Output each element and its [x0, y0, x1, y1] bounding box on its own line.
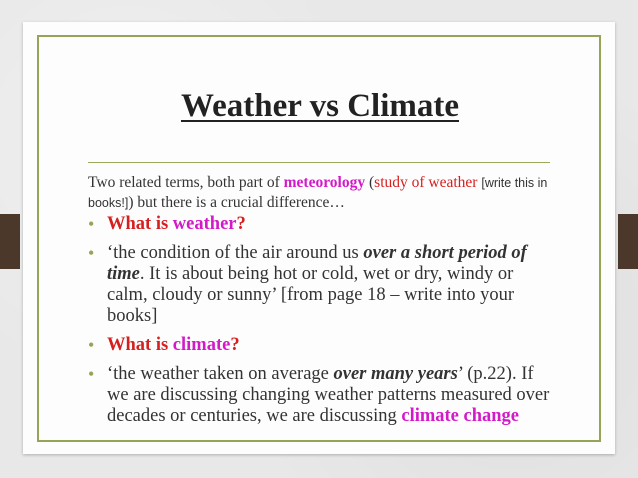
keyword-weather: weather: [172, 214, 237, 234]
bullet-dot-icon: •: [88, 243, 95, 263]
slide-title: Weather vs Climate: [180, 88, 459, 124]
write-in-books-note: [write this in books!]: [88, 176, 548, 210]
bullet-what-is-weather: [88, 214, 558, 235]
definition-text-2: . It is about being hot or cold, wet or dry, windy or calm, cloudy or sunny’ [from page 18 – write into your books]: [107, 264, 515, 326]
study-of-weather-text: study of weather: [374, 174, 478, 191]
intro-text-2: (: [365, 174, 375, 191]
bullet-what-is-climate: [88, 335, 558, 356]
bullet-dot-icon: •: [88, 364, 95, 384]
keyword-meteorology: meteorology: [283, 174, 366, 191]
right-tab-decoration: [618, 214, 638, 269]
intro-paragraph: [88, 173, 558, 213]
left-tab-decoration: [0, 214, 20, 269]
emphasis-short-period: over a short period of time: [107, 243, 527, 284]
bullet-question-text: What is: [107, 335, 173, 355]
keyword-climate-change: climate change: [401, 406, 520, 426]
keyword-climate: climate: [172, 335, 231, 355]
bullet-list: [88, 214, 558, 435]
title-divider: [88, 162, 550, 163]
question-mark: ?: [230, 335, 240, 355]
intro-text-4: ) but there is a crucial difference…: [128, 194, 345, 211]
bullet-question-text: What is: [107, 214, 173, 234]
emphasis-many-years: over many years: [333, 364, 458, 384]
bullet-dot-icon: •: [88, 335, 95, 355]
bullet-dot-icon: •: [88, 214, 95, 234]
intro-text-1: Two related terms, both part of: [88, 174, 284, 191]
question-mark: ?: [236, 214, 246, 234]
bullet-climate-definition: [88, 364, 558, 427]
definition-text-1: ‘the condition of the air around us: [107, 243, 364, 263]
bullet-weather-definition: [88, 243, 558, 327]
definition-text-1: ‘the weather taken on average: [107, 364, 334, 384]
definition-text-2: ’ (p.22). If we are discussing changing weather patterns measured over decades or centuries, we are discussing: [107, 364, 550, 426]
